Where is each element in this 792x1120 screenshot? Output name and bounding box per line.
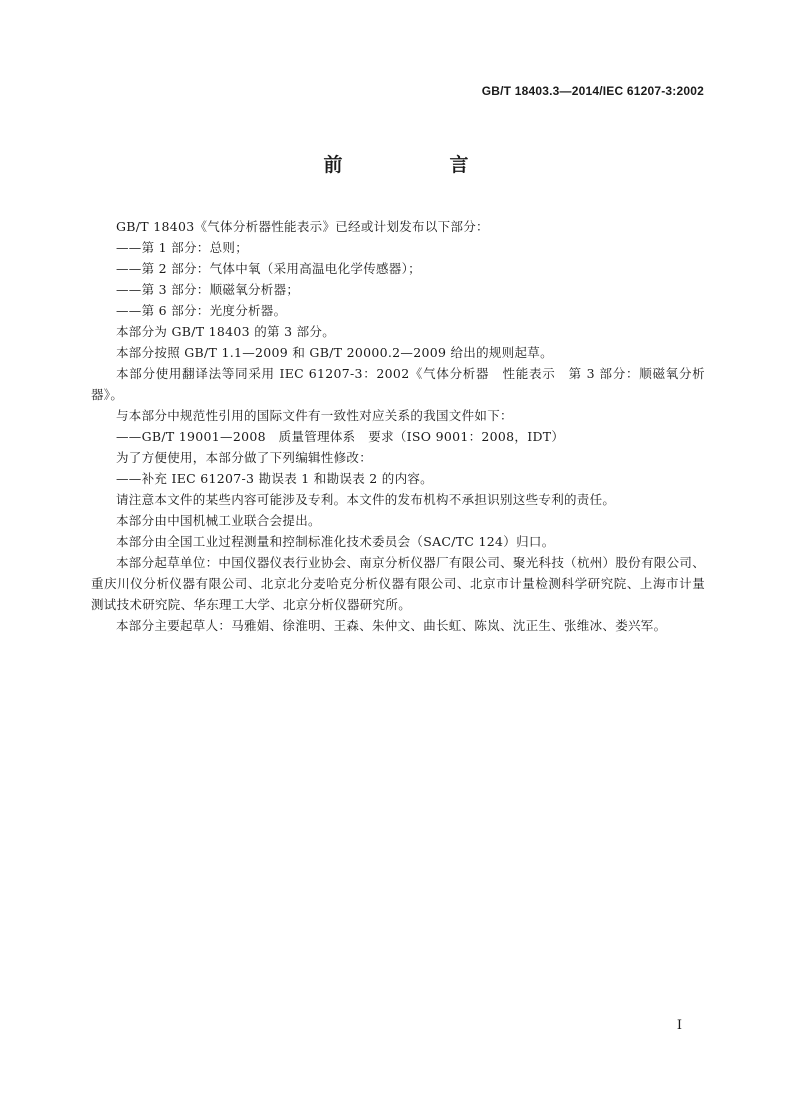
paragraph-editorial-changes: 为了方便使用，本部分做了下列编辑性修改：	[116, 450, 373, 465]
paragraph-series-intro: GB/T 18403《气体分析器性能表示》已经或计划发布以下部分：	[116, 219, 489, 234]
paragraph-proposed-by: 本部分由中国机械工业联合会提出。	[116, 513, 321, 528]
paragraph-centralized-by: 本部分由全国工业过程测量和控制标准化技术委员会（SAC/TC 124）归口。	[116, 534, 555, 549]
paragraph-normative-refs: 与本部分中规范性引用的国际文件有一致性对应关系的我国文件如下：	[116, 408, 513, 423]
paragraph-adoption: 本部分使用翻译法等同采用 IEC 61207-3：2002《气体分析器 性能表示 第 3 部分：顺磁氧分析器》。	[91, 366, 705, 402]
list-item-part-1: ——第 1 部分：总则；	[116, 240, 248, 255]
foreword-body	[91, 216, 705, 636]
paragraph-drafting-rules: 本部分按照 GB/T 1.1—2009 和 GB/T 20000.2—2009 给出的规则起草。	[116, 345, 553, 360]
paragraph-drafting-units: 本部分起草单位：中国仪器仪表行业协会、南京分析仪器厂有限公司、聚光科技（杭州）股份有限公司、重庆川仪分析仪器有限公司、北京北分麦哈克分析仪器有限公司、北京市计量检测科学研究院、上海市计量测试技术研究院、华东理工大学、北京分析仪器研究所。	[91, 555, 705, 612]
list-item-gbt19001: ——GB/T 19001—2008 质量管理体系 要求（ISO 9001：2008，IDT）	[116, 429, 565, 444]
paragraph-drafters: 本部分主要起草人：马雅娟、徐淮明、王森、朱仲文、曲长虹、陈岚、沈正生、张维冰、娄兴军。	[116, 618, 667, 633]
list-item-part-3: ——第 3 部分：顺磁氧分析器；	[116, 282, 300, 297]
page-title: 前 言	[323, 154, 513, 176]
list-item-part-2: ——第 2 部分：气体中氧（采用高温电化学传感器）；	[116, 261, 421, 276]
list-item-corrigenda: ——补充 IEC 61207-3 勘误表 1 和勘误表 2 的内容。	[116, 471, 433, 486]
standard-code-header: GB/T 18403.3—2014/IEC 61207-3:2002	[481, 84, 704, 98]
list-item-part-6: ——第 6 部分：光度分析器。	[116, 303, 287, 318]
paragraph-part-statement: 本部分为 GB/T 18403 的第 3 部分。	[116, 324, 336, 339]
paragraph-patent-notice: 请注意本文件的某些内容可能涉及专利。本文件的发布机构不承担识别这些专利的责任。	[116, 492, 616, 507]
page-number: I	[676, 1018, 682, 1033]
